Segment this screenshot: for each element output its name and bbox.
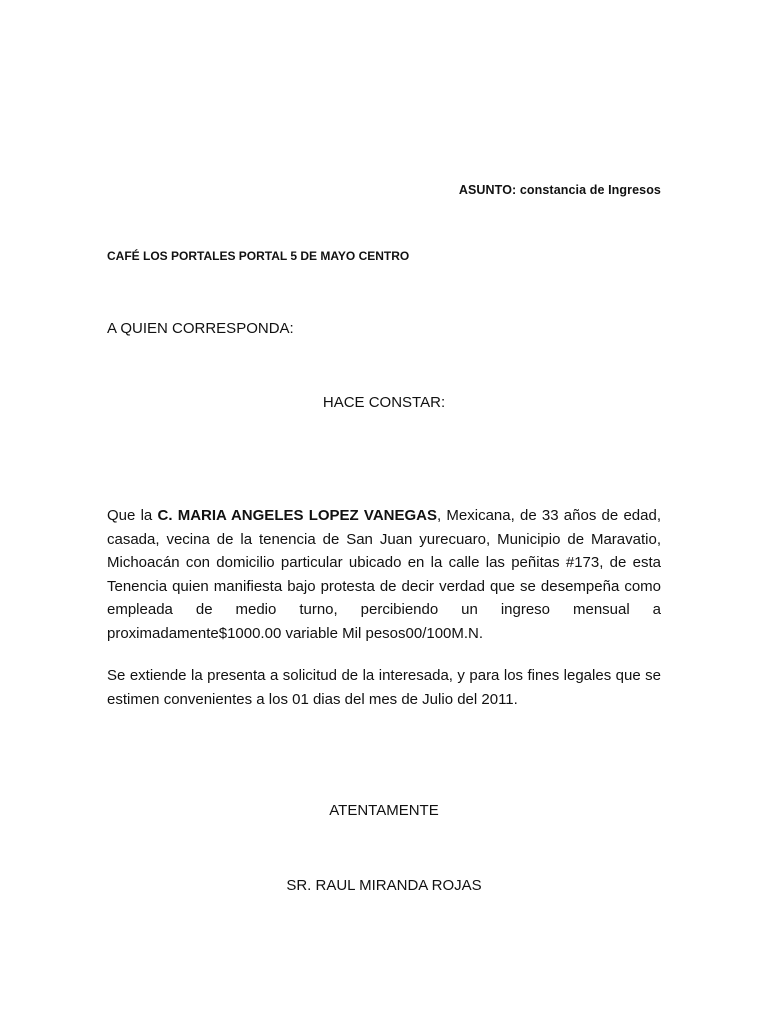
- closing-regards: ATENTAMENTE: [329, 802, 439, 819]
- signer-name: SR. RAUL MIRANDA ROJAS: [286, 877, 482, 894]
- subject-label: ASUNTO:: [458, 183, 517, 197]
- subject-value: constancia de Ingresos: [516, 183, 661, 197]
- employee-name: C. MARIA ANGELES LOPEZ VANEGAS: [157, 507, 438, 524]
- certify-heading: HACE CONSTAR:: [322, 394, 446, 411]
- paragraph-intro: Que la: [107, 507, 158, 524]
- body-paragraph-1: [107, 504, 661, 645]
- subject-line: [459, 183, 661, 197]
- greeting: A QUIEN CORRESPONDA:: [107, 320, 294, 337]
- company-name: CAFÉ LOS PORTALES PORTAL 5 DE MAYO CENTRO: [107, 249, 410, 263]
- paragraph-details: , Mexicana, de 33 años de edad, casada, vecina de la tenencia de San Juan yurecuaro, Municipio de Maravatio, Michoacán con domicilio particular ubicado en la calle las peñitas #173, de esta Tenencia quien manifiesta bajo protesta de decir verdad que se desempeña como empleada de medio turno, percibiendo un ingreso mensual a proximadamente$1000.00 variable Mil pesos00/100M.N.: [107, 507, 662, 642]
- body-paragraph-2: Se extiende la presenta a solicitud de la interesada, y para los fines legales que se estimen convenientes a los 01 dias del mes de Julio del 2011.: [107, 667, 661, 708]
